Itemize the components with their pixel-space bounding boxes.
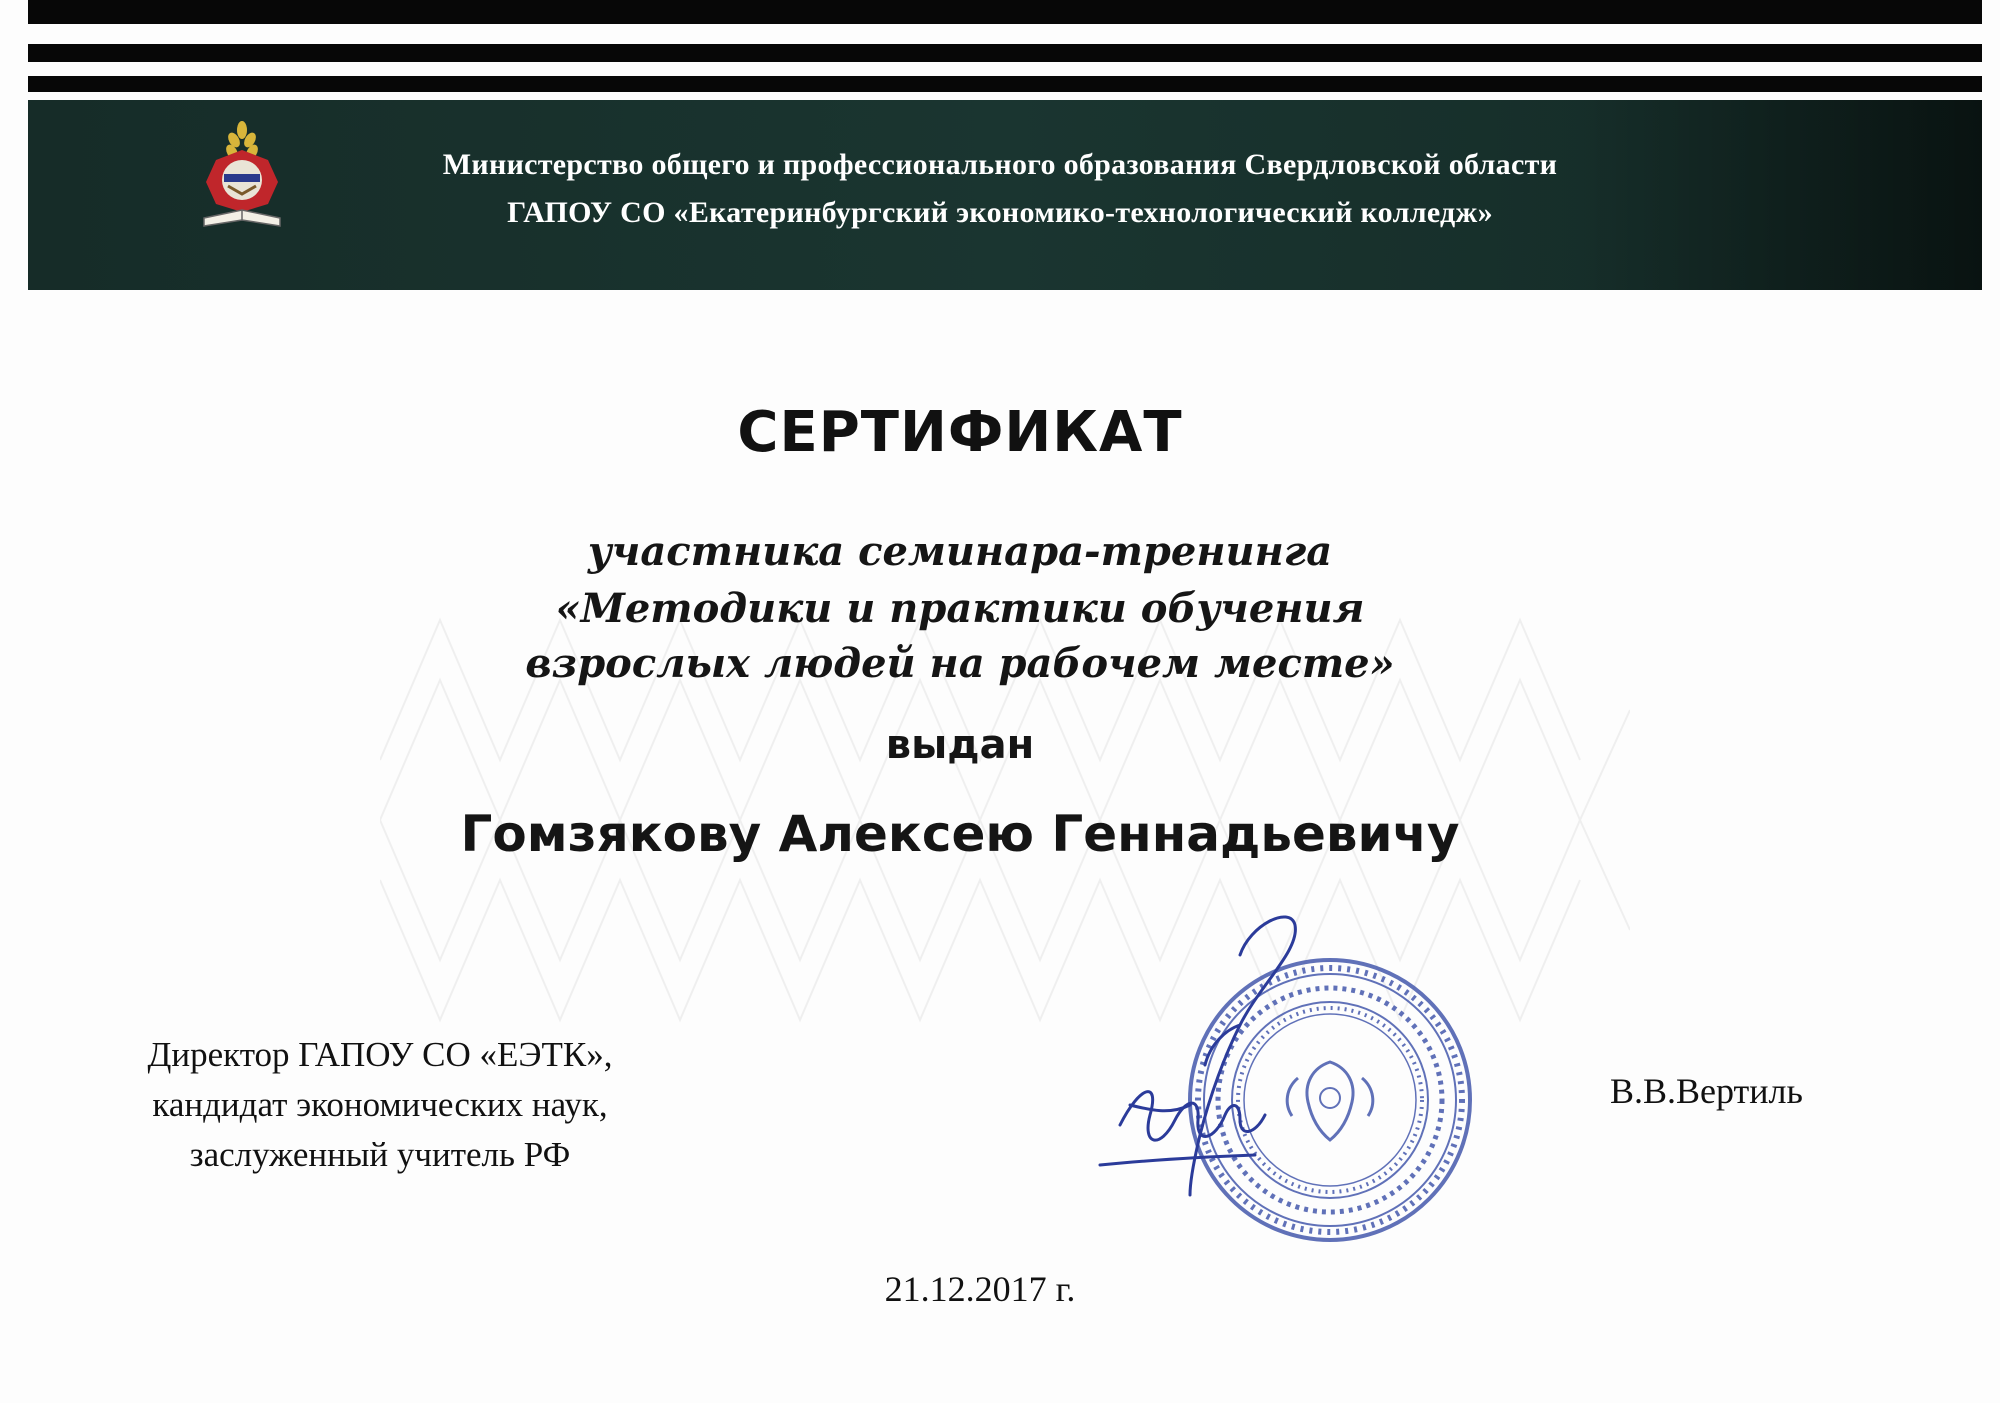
recipient-name: Гомзякову Алексею Геннадьевичу (460, 805, 1460, 863)
certificate-subtitle-line: «Методики и практики обучения (555, 585, 1365, 632)
top-stripe (28, 0, 1982, 24)
signatory-name: В.В.Вертиль (1610, 1071, 1803, 1111)
signatory-title-line: кандидат экономических наук, (152, 1085, 608, 1124)
handwritten-signature-icon (1090, 905, 1350, 1205)
top-stripe (28, 44, 1982, 62)
certificate-subtitle-line: взрослых людей на рабочем месте» (525, 640, 1395, 687)
issued-label: выдан (885, 722, 1035, 768)
issue-date: 21.12.2017 г. (884, 1269, 1076, 1309)
top-stripe (28, 76, 1982, 92)
ministry-name: Министерство общего и профессионального образования Свердловской области (442, 148, 1558, 181)
certificate-subtitle-line: участника семинара-тренинга (587, 528, 1333, 575)
college-emblem-icon (198, 120, 286, 230)
college-name: ГАПОУ СО «Екатеринбургский экономико-технологический колледж» (507, 196, 1493, 229)
certificate-title: СЕРТИФИКАТ (737, 400, 1183, 465)
signatory-title-line: Директор ГАПОУ СО «ЕЭТК», (147, 1035, 613, 1074)
signatory-title-line: заслуженный учитель РФ (189, 1135, 571, 1174)
header-band-shade (1570, 100, 1982, 290)
